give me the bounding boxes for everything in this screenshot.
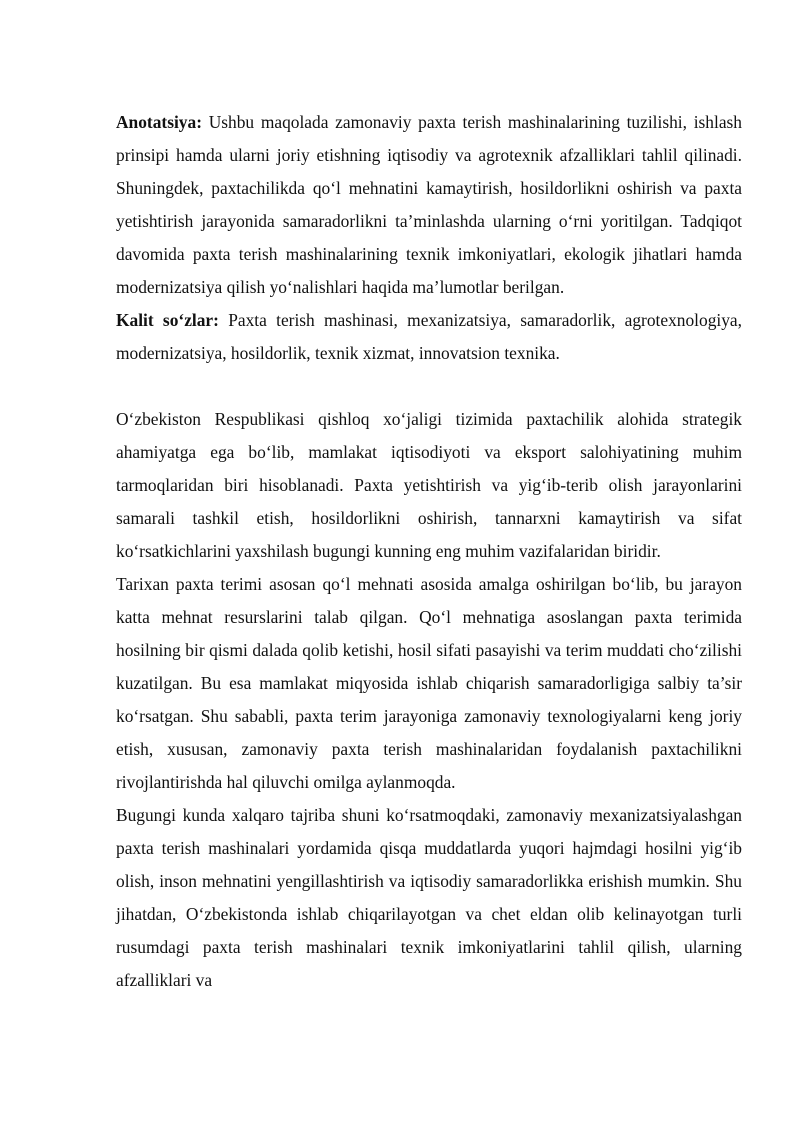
body-paragraph-1: O‘zbekiston Respublikasi qishloq xo‘jaligi tizimida paxtachilik alohida strategik ahamiyatga ega bo‘lib, mamlakat iqtisodiyoti va eksport salohiyatining muhim tarmoqlaridan biri hisoblanadi. Paxta yetishtirish va yig‘ib-terib olish jarayonlarini samarali tashkil etish, hosildorlikni oshirish, tannarxni kamaytirish va sifat ko‘rsatkichlarini yaxshilash bugungi kunning eng muhim vazifalaridan biridir.: [116, 409, 742, 561]
body-paragraph-2: Tarixan paxta terimi asosan qo‘l mehnati asosida amalga oshirilgan bo‘lib, bu jarayon katta mehnat resurslarini talab qilgan. Qo‘l mehnatiga asoslangan paxta terimida hosilning bir qismi dalada qolib ketishi, hosil sifati pasayishi va terim muddati cho‘zilishi kuzatilgan. Bu esa mamlakat miqyosida ishlab chiqarish samaradorligiga salbiy ta’sir ko‘rsatgan. Shu sababli, paxta terim jarayoniga zamonaviy texnologiyalarni keng joriy etish, xususan, zamonaviy paxta terish mashinalaridan foydalanish paxtachilikni rivojlantirishda hal qiluvchi omilga aylanmoqda.: [116, 574, 742, 792]
keywords-label: Kalit so‘zlar:: [116, 310, 219, 330]
annotation-label: Anotatsiya:: [116, 112, 202, 132]
paragraph-spacer: [116, 370, 742, 403]
keywords-paragraph: [116, 304, 742, 370]
body-paragraph-3: Bugungi kunda xalqaro tajriba shuni ko‘rsatmoqdaki, zamonaviy mexanizatsiyalashgan paxta terish mashinalari yordamida qisqa muddatlarda yuqori hajmdagi hosilni yig‘ib olish, inson mehnatini yengillashtirish va iqtisodiy samaradorlikka erishish mumkin. Shu jihatdan, O‘zbekistonda ishlab chiqarilayotgan va chet eldan olib kelinayotgan turli rusumdagi paxta terish mashinalari texnik imkoniyatlarini tahlil qilish, ularning afzalliklari va: [116, 805, 742, 990]
keywords-text: Paxta terish mashinasi, mexanizatsiya, samaradorlik, agrotexnologiya, modernizatsiya, hosildorlik, texnik xizmat, innovatsion texnika.: [116, 310, 742, 363]
annotation-paragraph: [116, 106, 742, 304]
article-body: [116, 106, 742, 997]
annotation-text: Ushbu maqolada zamonaviy paxta terish mashinalarining tuzilishi, ishlash prinsipi hamda ularni joriy etishning iqtisodiy va agrotexnik afzalliklari tahlil qilinadi. Shuningdek, paxtachilikda qo‘l mehnatini kamaytirish, hosildorlikni oshirish va paxta yetishtirish jarayonida samaradorlikni ta’minlashda ularning o‘rni yoritilgan. Tadqiqot davomida paxta terish mashinalarining texnik imkoniyatlari, ekologik jihatlari hamda modernizatsiya qilish yo‘nalishlari haqida ma’lumotlar berilgan.: [116, 112, 742, 297]
